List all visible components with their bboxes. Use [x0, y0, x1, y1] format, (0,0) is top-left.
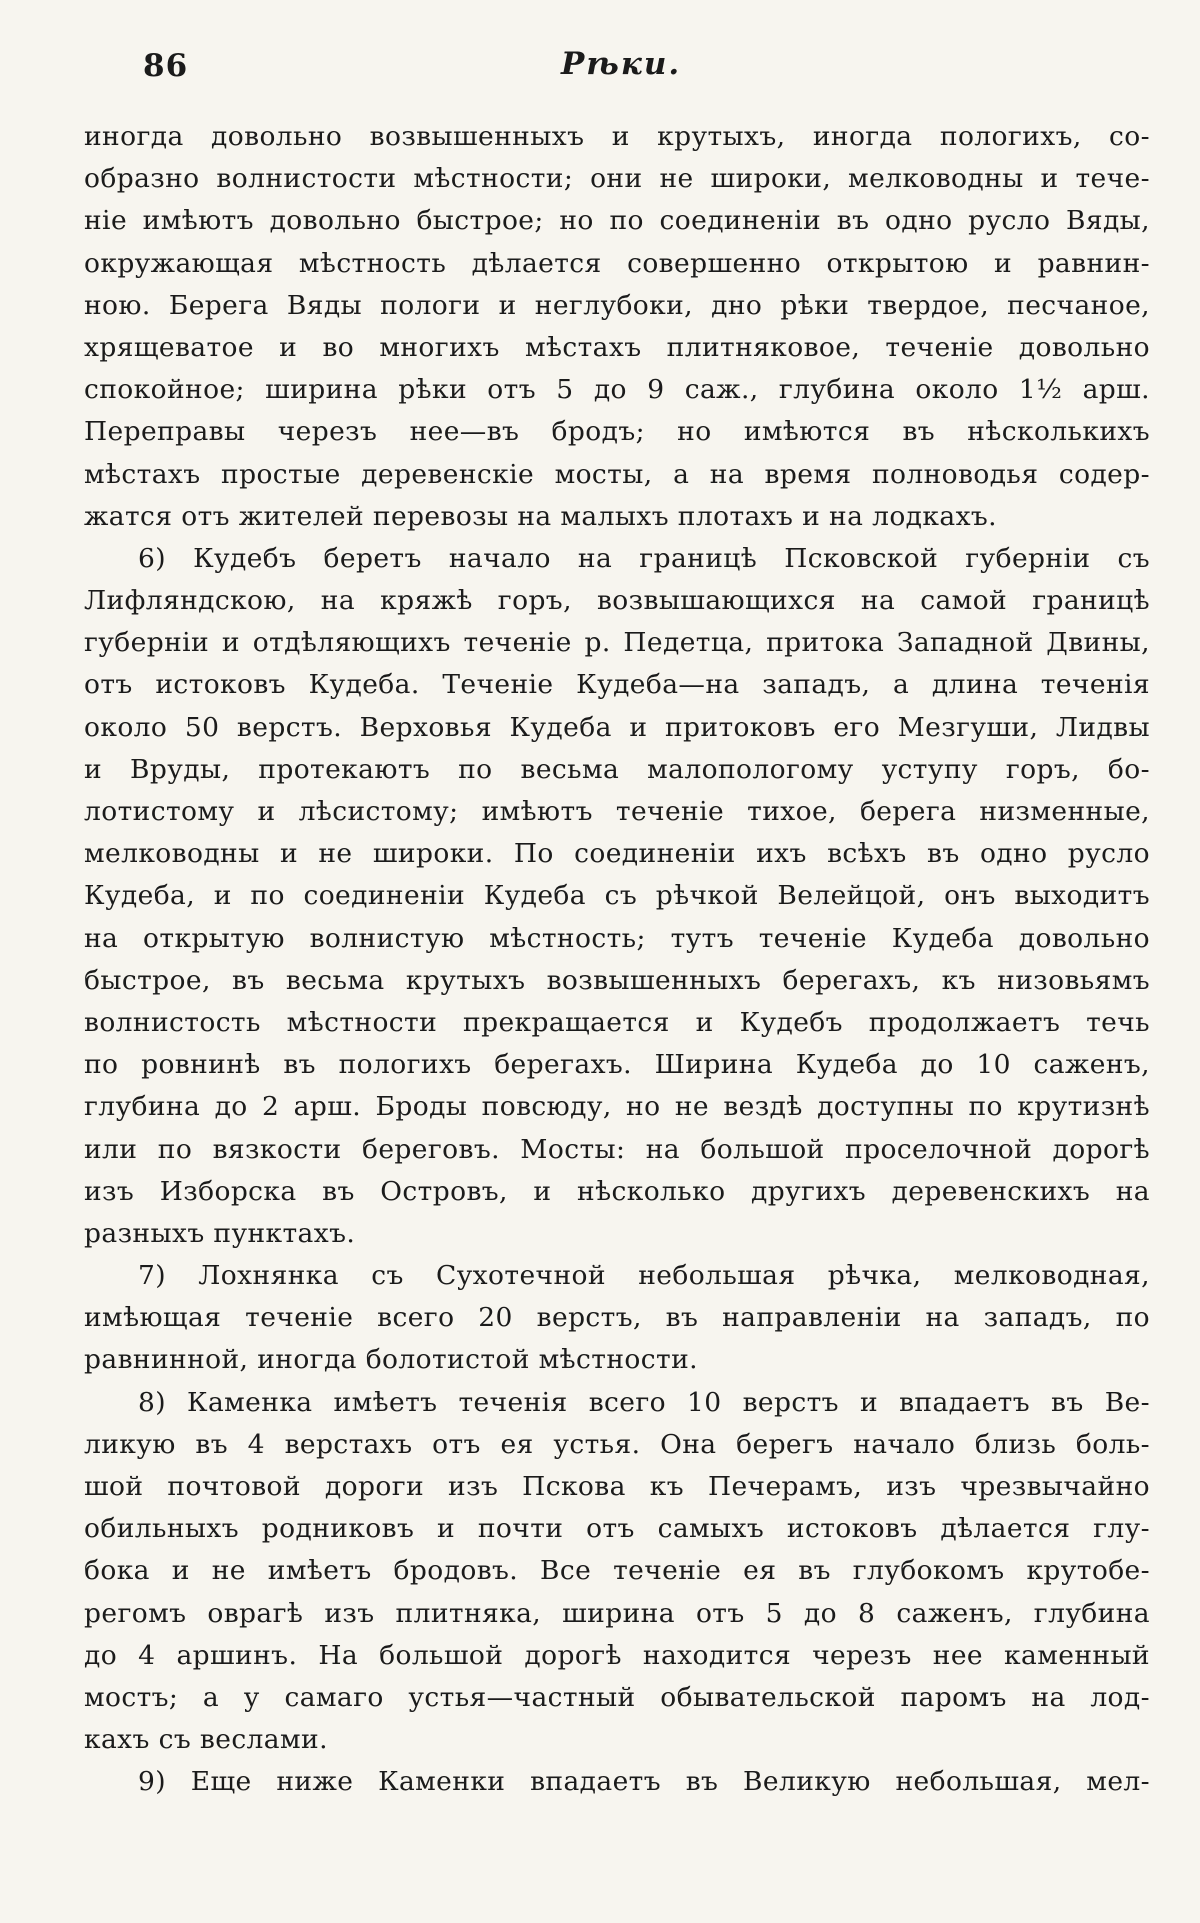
text-line: Переправы черезъ нее—въ бродъ; но имѣются въ нѣсколькихъ	[84, 416, 1150, 448]
text-line: обильныхъ родниковъ и почти отъ самыхъ истоковъ дѣлается глу-	[84, 1513, 1150, 1545]
text-line: жатся отъ жителей перевозы на малыхъ плотахъ и на лодкахъ.	[84, 500, 997, 532]
paragraph-7-start: 7) Лохнянка съ Сухотечной небольшая рѣчка, мелководная,	[138, 1260, 1150, 1292]
text-line: около 50 верстъ. Верховья Кудеба и притоковъ его Мезгуши, Лидвы	[84, 711, 1150, 743]
text-line: спокойное; ширина рѣки отъ 5 до 9 саж., глубина около 1½ арш.	[84, 374, 1150, 406]
text-line: Лифляндскою, на кряжѣ горъ, возвышающихся на самой границѣ	[84, 585, 1150, 617]
text-line: кахъ съ веслами.	[84, 1724, 328, 1756]
text-line: на открытую волнистую мѣстность; тутъ теченіе Кудеба довольно	[84, 922, 1150, 954]
text-line: или по вязкости береговъ. Мосты: на большой проселочной дорогѣ	[84, 1133, 1150, 1165]
text-line: бока и не имѣетъ бродовъ. Все теченіе ея въ глубокомъ крутобе-	[84, 1555, 1150, 1587]
paragraph-6-start: 6) Кудебъ беретъ начало на границѣ Псковской губерніи съ	[138, 542, 1150, 574]
text-line: иногда довольно возвышенныхъ и крутыхъ, иногда пологихъ, со-	[84, 121, 1150, 152]
text-line: мелководны и не широки. По соединеніи ихъ всѣхъ въ одно русло	[84, 838, 1150, 870]
text-line: глубина до 2 арш. Броды повсюду, но не вездѣ доступны по крутизнѣ	[84, 1091, 1150, 1123]
text-line: разныхъ пунктахъ.	[84, 1217, 356, 1249]
text-line: изъ Изборска въ Островъ, и нѣсколько другихъ деревенскихъ на	[84, 1175, 1150, 1207]
page-number: 86	[143, 48, 189, 84]
text-line: мѣстахъ простые деревенскіе мосты, а на время полноводья содер-	[84, 458, 1150, 490]
text-line: губерніи и отдѣляющихъ теченіе р. Педетца, притока Западной Двины,	[84, 627, 1150, 659]
paragraph-9-start: 9) Еще ниже Каменки впадаетъ въ Великую небольшая, мел-	[138, 1766, 1150, 1798]
text-line: хрящеватое и во многихъ мѣстахъ плитняковое, теченіе довольно	[84, 331, 1150, 363]
text-line: шой почтовой дороги изъ Пскова къ Печерамъ, изъ чрезвычайно	[84, 1471, 1150, 1502]
text-line: по ровнинѣ въ пологихъ берегахъ. Ширина Кудеба до 10 саженъ,	[84, 1049, 1150, 1081]
text-line: равнинной, иногда болотистой мѣстности.	[84, 1344, 698, 1376]
text-line: до 4 аршинъ. На большой дорогѣ находится черезъ нее каменный	[84, 1639, 1150, 1671]
text-line: Кудеба, и по соединеніи Кудеба съ рѣчкой Велейцой, онъ выходитъ	[84, 880, 1150, 912]
body-text	[84, 116, 1150, 1804]
text-line: лотистому и лѣсистому; имѣютъ теченіе тихое, берега низменные,	[84, 796, 1150, 827]
running-head: Рѣки.	[561, 46, 682, 82]
text-line: быстрое, въ весьма крутыхъ возвышенныхъ берегахъ, къ низовьямъ	[84, 964, 1150, 996]
page-header	[133, 40, 1143, 96]
text-line: и Вруды, протекаютъ по весьма малопологому уступу горъ, бо-	[84, 753, 1150, 785]
text-line: регомъ оврагѣ изъ плитняка, ширина отъ 5 до 8 саженъ, глубина	[84, 1597, 1150, 1629]
text-line: мостъ; а у самаго устья—частный обывательской паромъ на лод-	[84, 1681, 1150, 1713]
text-line: отъ истоковъ Кудеба. Теченіе Кудеба—на западъ, а длина теченія	[84, 669, 1150, 701]
text-line: окружающая мѣстность дѣлается совершенно открытою и равнин-	[84, 247, 1150, 279]
text-line: образно волнистости мѣстности; они не широки, мелководны и тече-	[84, 163, 1150, 195]
text-line: волнистость мѣстности прекращается и Кудебъ продолжаетъ течь	[84, 1006, 1150, 1038]
text-line: имѣющая теченіе всего 20 верстъ, въ направленіи на западъ, по	[84, 1302, 1150, 1334]
text-line: ною. Берега Вяды пологи и неглубоки, дно рѣки твердое, песчаное,	[84, 289, 1150, 321]
text-line: ніе имѣютъ довольно быстрое; но по соединеніи въ одно русло Вяды,	[84, 205, 1150, 237]
paragraph-8-start: 8) Каменка имѣетъ теченія всего 10 верстъ и впадаетъ въ Ве-	[138, 1386, 1150, 1418]
text-line: ликую въ 4 верстахъ отъ ея устья. Она берегъ начало близь боль-	[84, 1428, 1150, 1460]
